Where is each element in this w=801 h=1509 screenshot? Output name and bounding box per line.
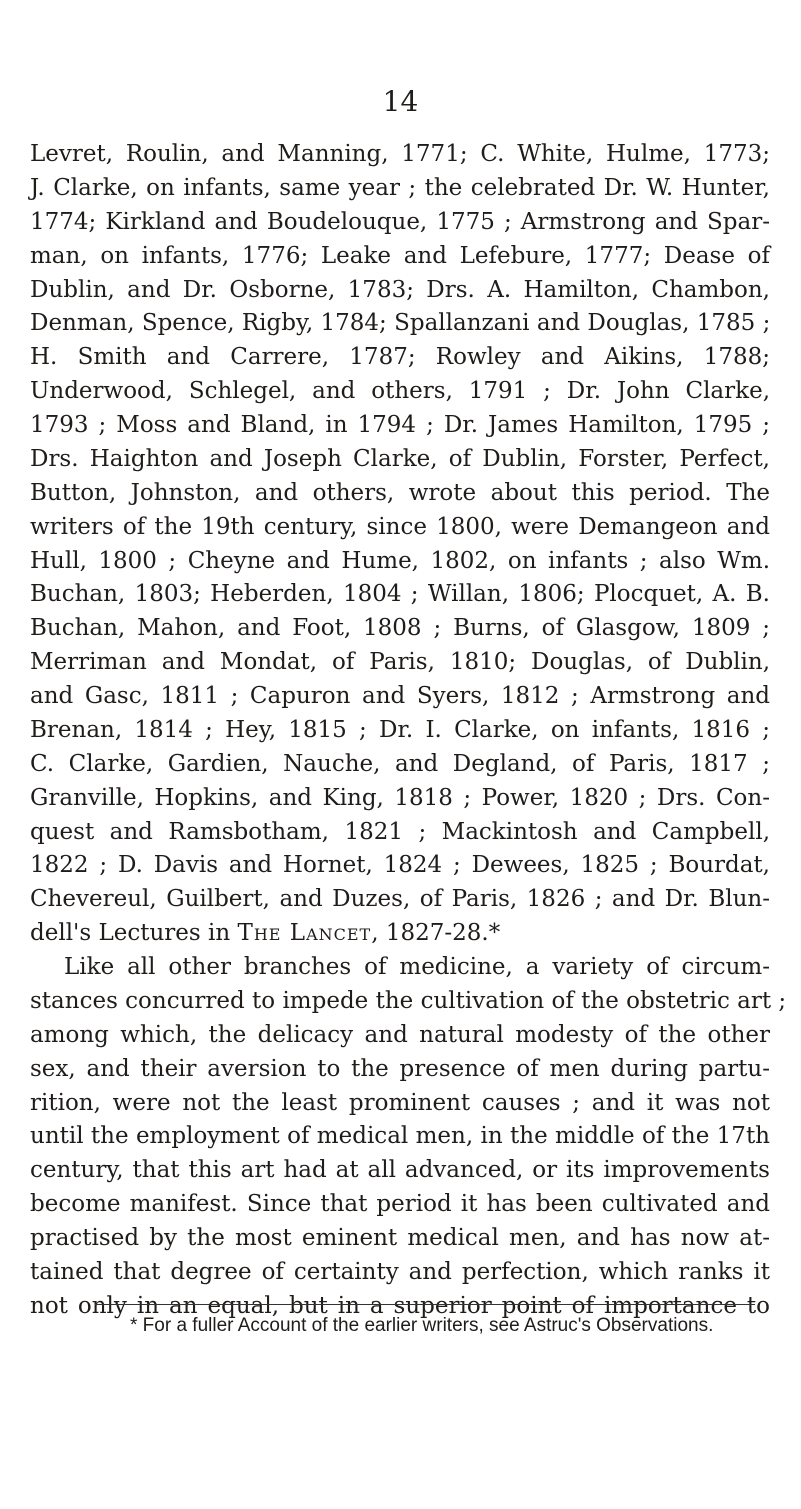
text-line: C. Clarke, Gardien, Nauche, and Degland, of Paris, 1817 ; [30, 750, 770, 777]
page-number: 14 [382, 85, 419, 118]
text-line: Levret, Roulin, and Manning, 1771; C. White, Hulme, 1773; [30, 141, 770, 167]
text-line: become manifest. Since that period it has been cultivated and [30, 1191, 770, 1218]
text-line: H. Smith and Carrere, 1787; Rowley and Aikins, 1788; [30, 344, 770, 371]
text-line: 1774; Kirkland and Boudelouque, 1775 ; Armstrong and Spar- [30, 208, 770, 235]
text-line: Underwood, Schlegel, and others, 1791 ; Dr. John Clarke, [30, 378, 770, 405]
text-line: Merriman and Mondat, of Paris, 1810; Douglas, of Dublin, [30, 649, 770, 676]
text-line: and Gasc, 1811 ; Capuron and Syers, 1812 ; Armstrong and [30, 683, 770, 709]
text-line: Like all other branches of medicine, a variety of circum- [64, 954, 770, 980]
text-line: until the employment of medical men, in the middle of the 17th [30, 1123, 770, 1150]
text-line: 1793 ; Moss and Bland, in 1794 ; Dr. James Hamilton, 1795 ; [30, 412, 770, 438]
text-line: Button, Johnston, and others, wrote about this period. The [30, 479, 770, 506]
text-fragment: , 1827-28.* [371, 920, 501, 947]
paragraph-writers-list [30, 138, 770, 951]
text-line: man, on infants, 1776; Leake and Lefebure, 1777; Dease of [30, 242, 770, 269]
text-line: sex, and their aversion to the presence of men during partu- [30, 1055, 770, 1082]
text-line: Buchan, 1803; Heberden, 1804 ; Willan, 1806; Plocquet, A. B. [30, 581, 770, 608]
footnote-divider [95, 1304, 755, 1305]
text-line: rition, were not the least prominent causes ; and it was not [30, 1089, 770, 1116]
text-line: Granville, Hopkins, and King, 1818 ; Power, 1820 ; Drs. Con- [30, 784, 770, 811]
text-line: stances concurred to impede the cultivation of the obstetric art ; [30, 987, 787, 1014]
text-line: Hull, 1800 ; Cheyne and Hume, 1802, on infants ; also Wm. [30, 547, 770, 574]
journal-name: The Lancet [237, 920, 372, 947]
text-line: Denman, Spence, Rigby, 1784; Spallanzani and Douglas, 1785 ; [30, 310, 771, 337]
body-text [30, 138, 787, 1324]
text-line: century, that this art had at all advanced, or its improvements [30, 1157, 770, 1184]
text-fragment: dell's Lectures in [30, 920, 238, 947]
text-line-last [30, 917, 770, 951]
text-line: among which, the delicacy and natural modesty of the other [30, 1021, 770, 1048]
text-line: Chevereul, Guilbert, and Duzes, of Paris, 1826 ; and Dr. Blun- [30, 886, 770, 913]
text-line: Buchan, Mahon, and Foot, 1808 ; Burns, of Glasgow, 1809 ; [30, 615, 770, 642]
text-line: writers of the 19th century, since 1800, were Demangeon and [30, 513, 770, 540]
text-line: Drs. Haighton and Joseph Clarke, of Dublin, Forster, Perfect, [30, 445, 770, 472]
text-line: 1822 ; D. Davis and Hornet, 1824 ; Dewees, 1825 ; Bourdat, [30, 852, 770, 879]
paragraph-obstetric-art [30, 951, 787, 1324]
text-line: Brenan, 1814 ; Hey, 1815 ; Dr. I. Clarke, on infants, 1816 ; [30, 716, 770, 743]
text-line: Dublin, and Dr. Osborne, 1783; Drs. A. Hamilton, Chambon, [30, 276, 770, 303]
text-line: quest and Ramsbotham, 1821 ; Mackintosh and Campbell, [30, 818, 770, 845]
footnote: * For a fuller Account of the earlier writers, see Astruc's Observations. [130, 1315, 714, 1336]
text-line: practised by the most eminent medical men, and has now at- [30, 1225, 770, 1251]
text-line: not only in an equal, but in a superior point of importance to [30, 1292, 770, 1319]
text-line: J. Clarke, on infants, same year ; the celebrated Dr. W. Hunter, [30, 174, 770, 201]
text-line: tained that degree of certainty and perfection, which ranks it [30, 1258, 770, 1285]
